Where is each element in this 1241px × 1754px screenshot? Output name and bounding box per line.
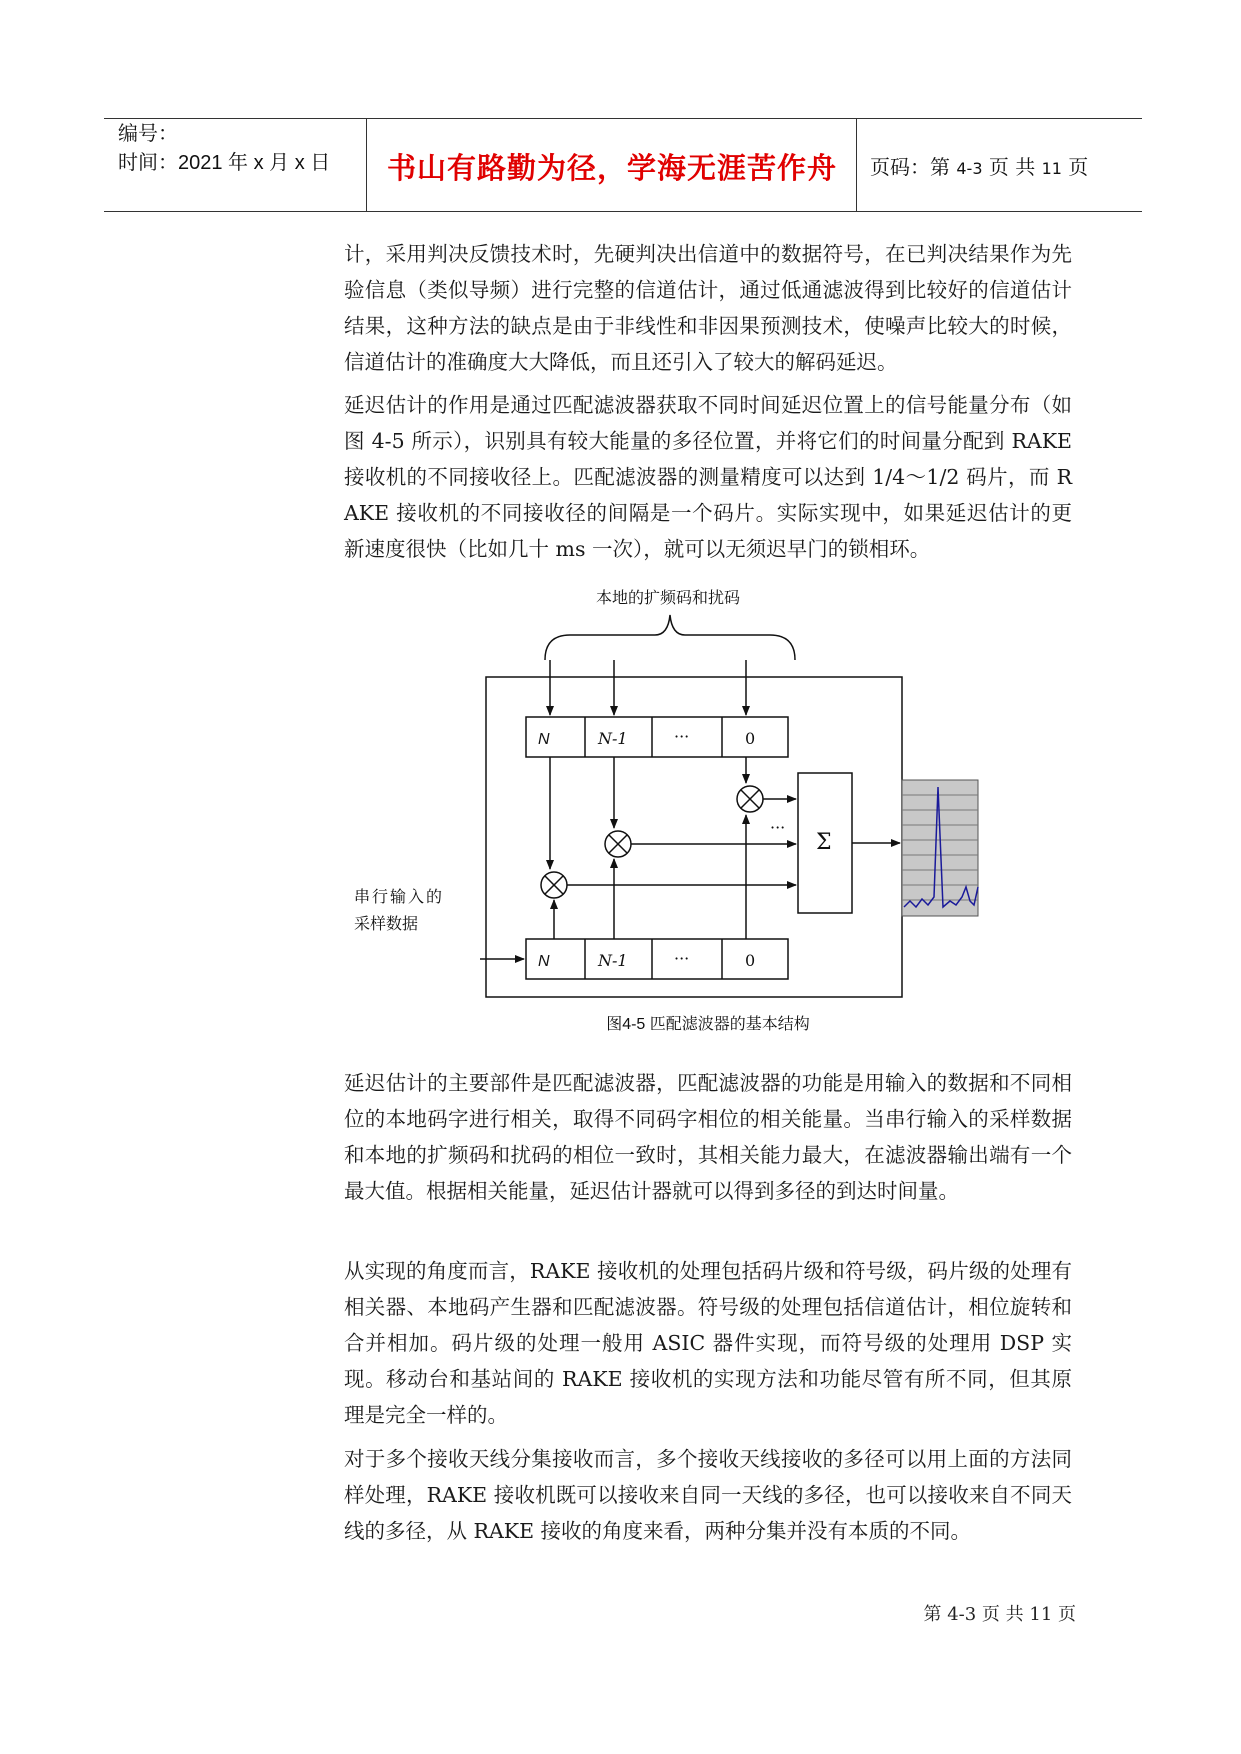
header-page-prefix: 页码：第 <box>870 155 957 179</box>
input-label-line2: 采样数据 <box>354 914 419 933</box>
paragraph-5: 对于多个接收天线分集接收而言，多个接收天线接收的多径可以用上面的方法同样处理，RAKE 接收机既可以接收来自同一天线的多径，也可以接收来自不同天线的多径，从 RAKE 接收的角度来看，两种分集并没有本质的不同。 <box>344 1447 1072 1543</box>
header-meta <box>118 120 330 178</box>
paragraph-2: 延迟估计的作用是通过匹配滤波器获取不同时间延迟位置上的信号能量分布（如图 4-5 所示），识别具有较大能量的多径位置，并将它们的时间量分配到 RAKE 接收机的不同接收径上。匹配滤波器的测量精度可以达到 1/4～1/2 码片，而 RAKE 接收机的不同接收径的间隔是一个码片。实际实现中，如果延迟估计的更新速度很快（比如几十 ms 一次），就可以无须迟早门的锁相环。 <box>344 393 1072 561</box>
bottom-cell-n: N <box>538 953 550 970</box>
figure-brace <box>545 615 795 660</box>
header-motto: 书山有路勤为径，学海无涯苦作舟 <box>386 151 837 185</box>
header-page-info <box>870 151 1088 180</box>
figure-outer-box <box>486 677 902 997</box>
header-time-label: 时间：2021 年 x 月 x 日 <box>118 152 331 174</box>
top-cell-n-minus-1: N-1 <box>598 729 628 748</box>
bottom-cell-n-minus-1: N-1 <box>598 951 628 970</box>
header-page-mid: 页 共 <box>982 155 1042 179</box>
matched-filter-diagram <box>340 575 1060 1005</box>
paragraph-3: 延迟估计的主要部件是匹配滤波器，匹配滤波器的功能是用输入的数据和不同相位的本地码字进行相关，取得不同码字相位的相关能量。当串行输入的采样数据和本地的扩频码和扰码的相位一致时，其相关能力最大，在滤波器输出端有一个最大值。根据相关能量，延迟估计器就可以得到多径的到达时间量。 <box>344 1071 1072 1203</box>
header-divider-right <box>856 119 857 212</box>
sum-symbol: Σ <box>816 830 832 855</box>
input-label-line1: 串行输入的 <box>354 887 445 906</box>
top-cell-n: N <box>538 731 550 748</box>
top-cell-zero: 0 <box>745 729 756 748</box>
header-top-rule <box>104 118 1142 119</box>
bottom-cell-zero: 0 <box>745 951 756 970</box>
header-divider-left <box>366 119 367 212</box>
figure-caption: 图4-5 匹配滤波器的基本结构 <box>606 1016 810 1033</box>
header-page-suffix: 页 <box>1061 155 1089 179</box>
paragraph-1: 计，采用判决反馈技术时，先硬判决出信道中的数据符号，在已判决结果作为先验信息（类似导频）进行完整的信道估计，通过低通滤波得到比较好的信道估计结果，这种方法的缺点是由于非线性和非因果预测技术，使噪声比较大的时候，信道估计的准确度大大降低，而且还引入了较大的解码延迟。 <box>344 242 1072 374</box>
figure-top-label: 本地的扩频码和扰码 <box>595 588 741 607</box>
page-footer: 第 4-3 页 共 11 页 <box>923 1604 1076 1625</box>
header-number-label: 编号： <box>118 123 178 145</box>
ellipsis-dots: ··· <box>770 818 786 837</box>
header-bottom-rule <box>104 211 1142 212</box>
top-cell-dots: ··· <box>674 727 690 746</box>
header-page-current: 4-3 <box>956 159 983 178</box>
bottom-cell-dots: ··· <box>674 949 690 968</box>
header-page-total: 11 <box>1041 159 1062 178</box>
paragraph-4: 从实现的角度而言，RAKE 接收机的处理包括码片级和符号级，码片级的处理有相关器、本地码产生器和匹配滤波器。符号级的处理包括信道估计，相位旋转和合并相加。码片级的处理一般用 ASIC 器件实现，而符号级的处理用 DSP 实现。移动台和基站间的 RAKE 接收机的实现方法和功能尽管有所不同，但其原理是完全一样的。 <box>344 1259 1072 1427</box>
